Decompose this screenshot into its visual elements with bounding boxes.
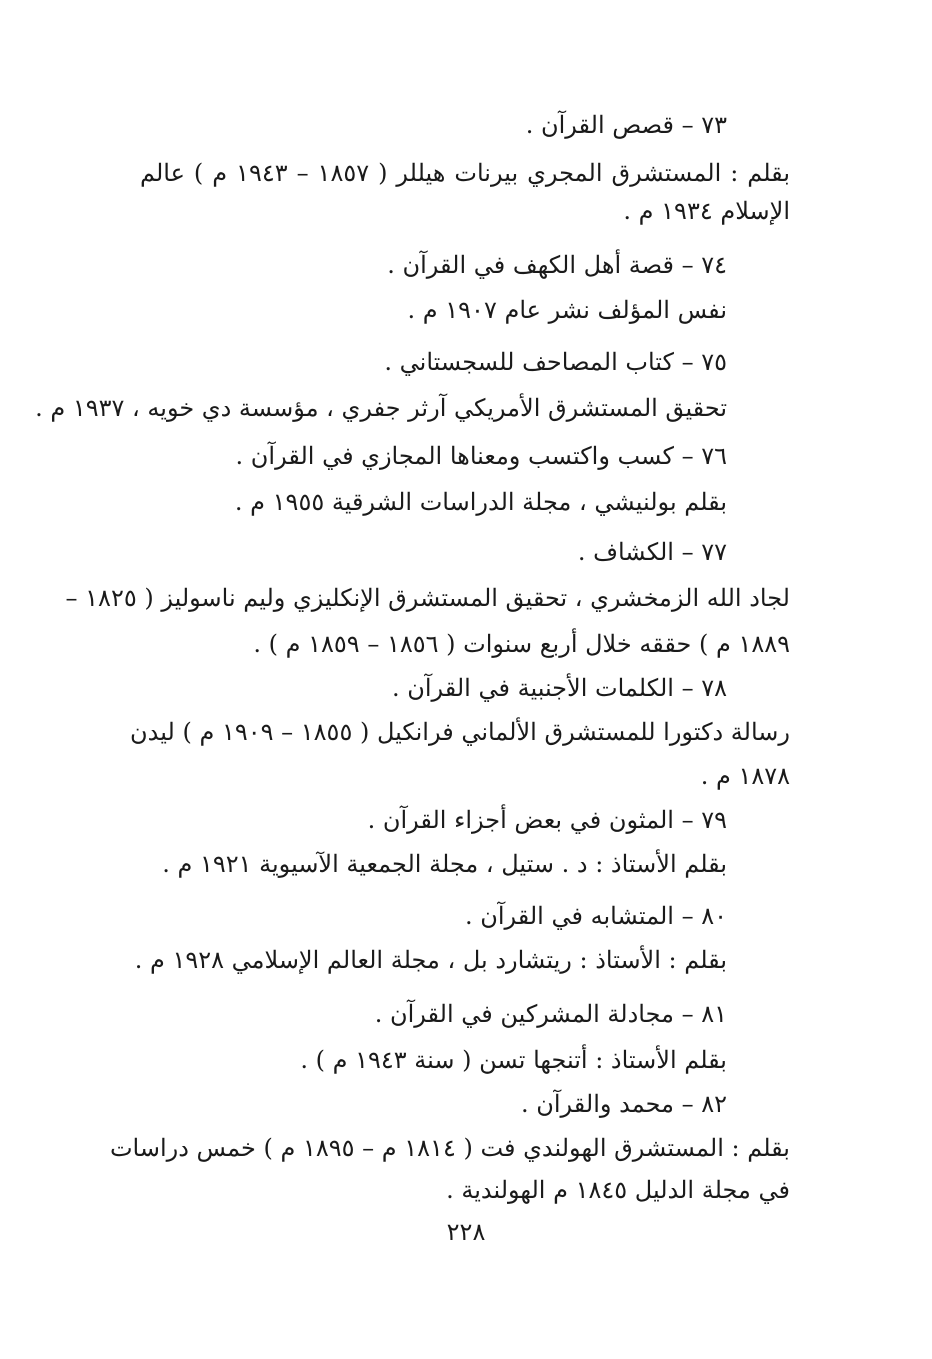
entry-77-body-line-1: لجاد الله الزمخشري ، تحقيق المستشرق الإنكليزي وليم ناسوليز ( ١٨٢٥ – [65, 584, 790, 612]
entry-75-title: ٧٥ – كتاب المصاحف للسجستاني . [384, 348, 727, 376]
entry-77-body-line-2: ١٨٨٩ م ) حققه خلال أربع سنوات ( ١٨٥٦ – ١٨٥٩ م ) . [253, 630, 790, 658]
entry-78-body-line-1: رسالة دكتورا للمستشرق الألماني فرانكيل ( ١٨٥٥ – ١٩٠٩ م ) ليدن [130, 718, 790, 746]
page-number: ٢٢٨ [446, 1218, 486, 1246]
entry-79-body-line-1: بقلم الأستاذ : د . ستيل ، مجلة الجمعية الآسيوية ١٩٢١ م . [162, 850, 727, 878]
entry-75-body-line-1: تحقيق المستشرق الأمريكي آرثر جفري ، مؤسسة دي خويه ، ١٩٣٧ م . [35, 394, 727, 422]
entry-79-title: ٧٩ – المثون في بعض أجزاء القرآن . [367, 806, 727, 834]
entry-78-body-line-2: ١٨٧٨ م . [700, 762, 790, 790]
entry-73-body-line-2: الإسلام ١٩٣٤ م . [623, 197, 790, 225]
entry-80-body-line-1: بقلم : الأستاذ : ريتشارد بل ، مجلة العالم الإسلامي ١٩٢٨ م . [134, 946, 727, 974]
entry-78-title: ٧٨ – الكلمات الأجنبية في القرآن . [391, 674, 727, 702]
entry-82-body-line-2: في مجلة الدليل ١٨٤٥ م الهولندية . [446, 1176, 790, 1204]
entry-82-title: ٨٢ – محمد والقرآن . [521, 1090, 727, 1118]
entry-76-body-line-1: بقلم بولنيشي ، مجلة الدراسات الشرقية ١٩٥٥ م . [234, 488, 727, 516]
entry-76-title: ٧٦ – كسب واكتسب ومعناها المجازي في القرآن . [235, 442, 727, 470]
entry-80-title: ٨٠ – المتشابه في القرآن . [464, 902, 727, 930]
entry-74-body-line-1: نفس المؤلف نشر عام ١٩٠٧ م . [407, 296, 727, 324]
entry-73-title: ٧٣ – قصص القرآن . [525, 111, 727, 139]
entry-74-title: ٧٤ – قصة أهل الكهف في القرآن . [387, 251, 727, 279]
entry-81-title: ٨١ – مجادلة المشركين في القرآن . [374, 1000, 727, 1028]
entry-82-body-line-1: بقلم : المستشرق الهولندي فت ( ١٨١٤ م – ١٨٩٥ م ) خمس دراسات [109, 1134, 790, 1162]
entry-81-body-line-1: بقلم الأستاذ : أتنجها تسن ( سنة ١٩٤٣ م ) . [300, 1046, 727, 1074]
entry-73-body-line-1: بقلم : المستشرق المجري بيرنات هيللر ( ١٨٥٧ – ١٩٤٣ م ) عالم [140, 159, 790, 187]
entry-77-title: ٧٧ – الكشاف . [577, 538, 727, 566]
